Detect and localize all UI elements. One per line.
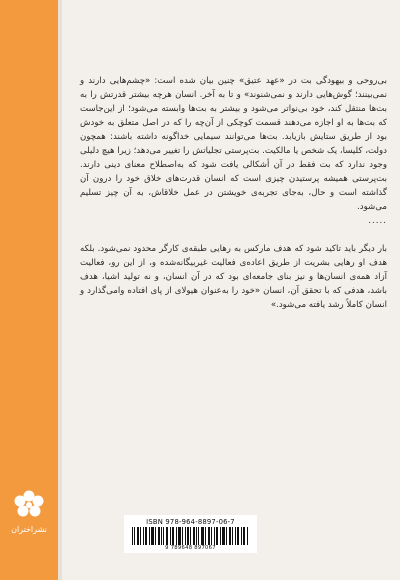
paragraph-2: بار دیگر باید تاکید شود که هدف مارکس به رهایی طبقه‌ی کارگر محدود نمی‌شود. بلکه هدف او رهایی بشریت از طریق اعاده‌ی فعالیت غیربیگانه‌شده و، از این رو، فعالیت آزاد همه‌ی انسان‌ها و نیز بنای جامعه‌ای بود که در آن انسان، و نه تولید اشیا، هدف باشد، هدفی که با تحقق آن، انسان «خود را به‌عنوان هیولای از پای افتاده وامی‌گذارد و انسان کاملاً رشد یافته می‌شود.» <box>80 244 387 310</box>
isbn-barcode <box>124 515 257 553</box>
paragraph-1: بی‌روحی و بیهودگی بت در «عهد عتیق» چنین بیان شده است: «چشم‌هایی دارند و نمی‌بینند؛ گوش‌هایی دارند و نمی‌شنوند» و تا به آخر. انسان هرچه بیشتر قدرتش را به بت‌ها منتقل کند، خود بی‌نواتر می‌شود و بیشتر به بت‌ها وابسته می‌شود؛ از این‌جاست که بت‌ها به او اجازه می‌دهند قسمت کوچکی از آن‌چه را که در اصل متعلق به خودش بود از طریق ستایش بازیابد. بت‌ها می‌توانند سیمایی خداگونه داشته باشند: همچون دولت، کلیسا، یک شخص یا مالکیت. بت‌پرستی تجلیاتش را تغییر می‌دهد؛ زیرا هیچ دلیلی وجود ندارد که بت فقط در آن أشکالی یافت شود که به‌اصطلاح معنای دینی دارند. بت‌پرستی همیشه پرستیدن چیزی است که انسان قدرت‌های خلاق خود را درون آن گذاشته است و حال، به‌جای تجربه‌ی خویشتن در عمل خلاقاش، به آن چیز تسلیم می‌شود. <box>80 76 387 212</box>
barcode-bars-icon <box>132 527 249 545</box>
flower-logo-icon <box>10 488 48 522</box>
back-cover-text <box>80 74 387 312</box>
barcode-digits: 9 789648 897067 <box>165 545 216 551</box>
publisher-logo <box>10 488 48 558</box>
publisher-name: نشراختران <box>11 525 47 534</box>
spine-edge <box>58 0 62 580</box>
separator-dots: ..... <box>368 216 387 226</box>
isbn-label: ISBN 978-964-8897-06-7 <box>146 518 235 526</box>
